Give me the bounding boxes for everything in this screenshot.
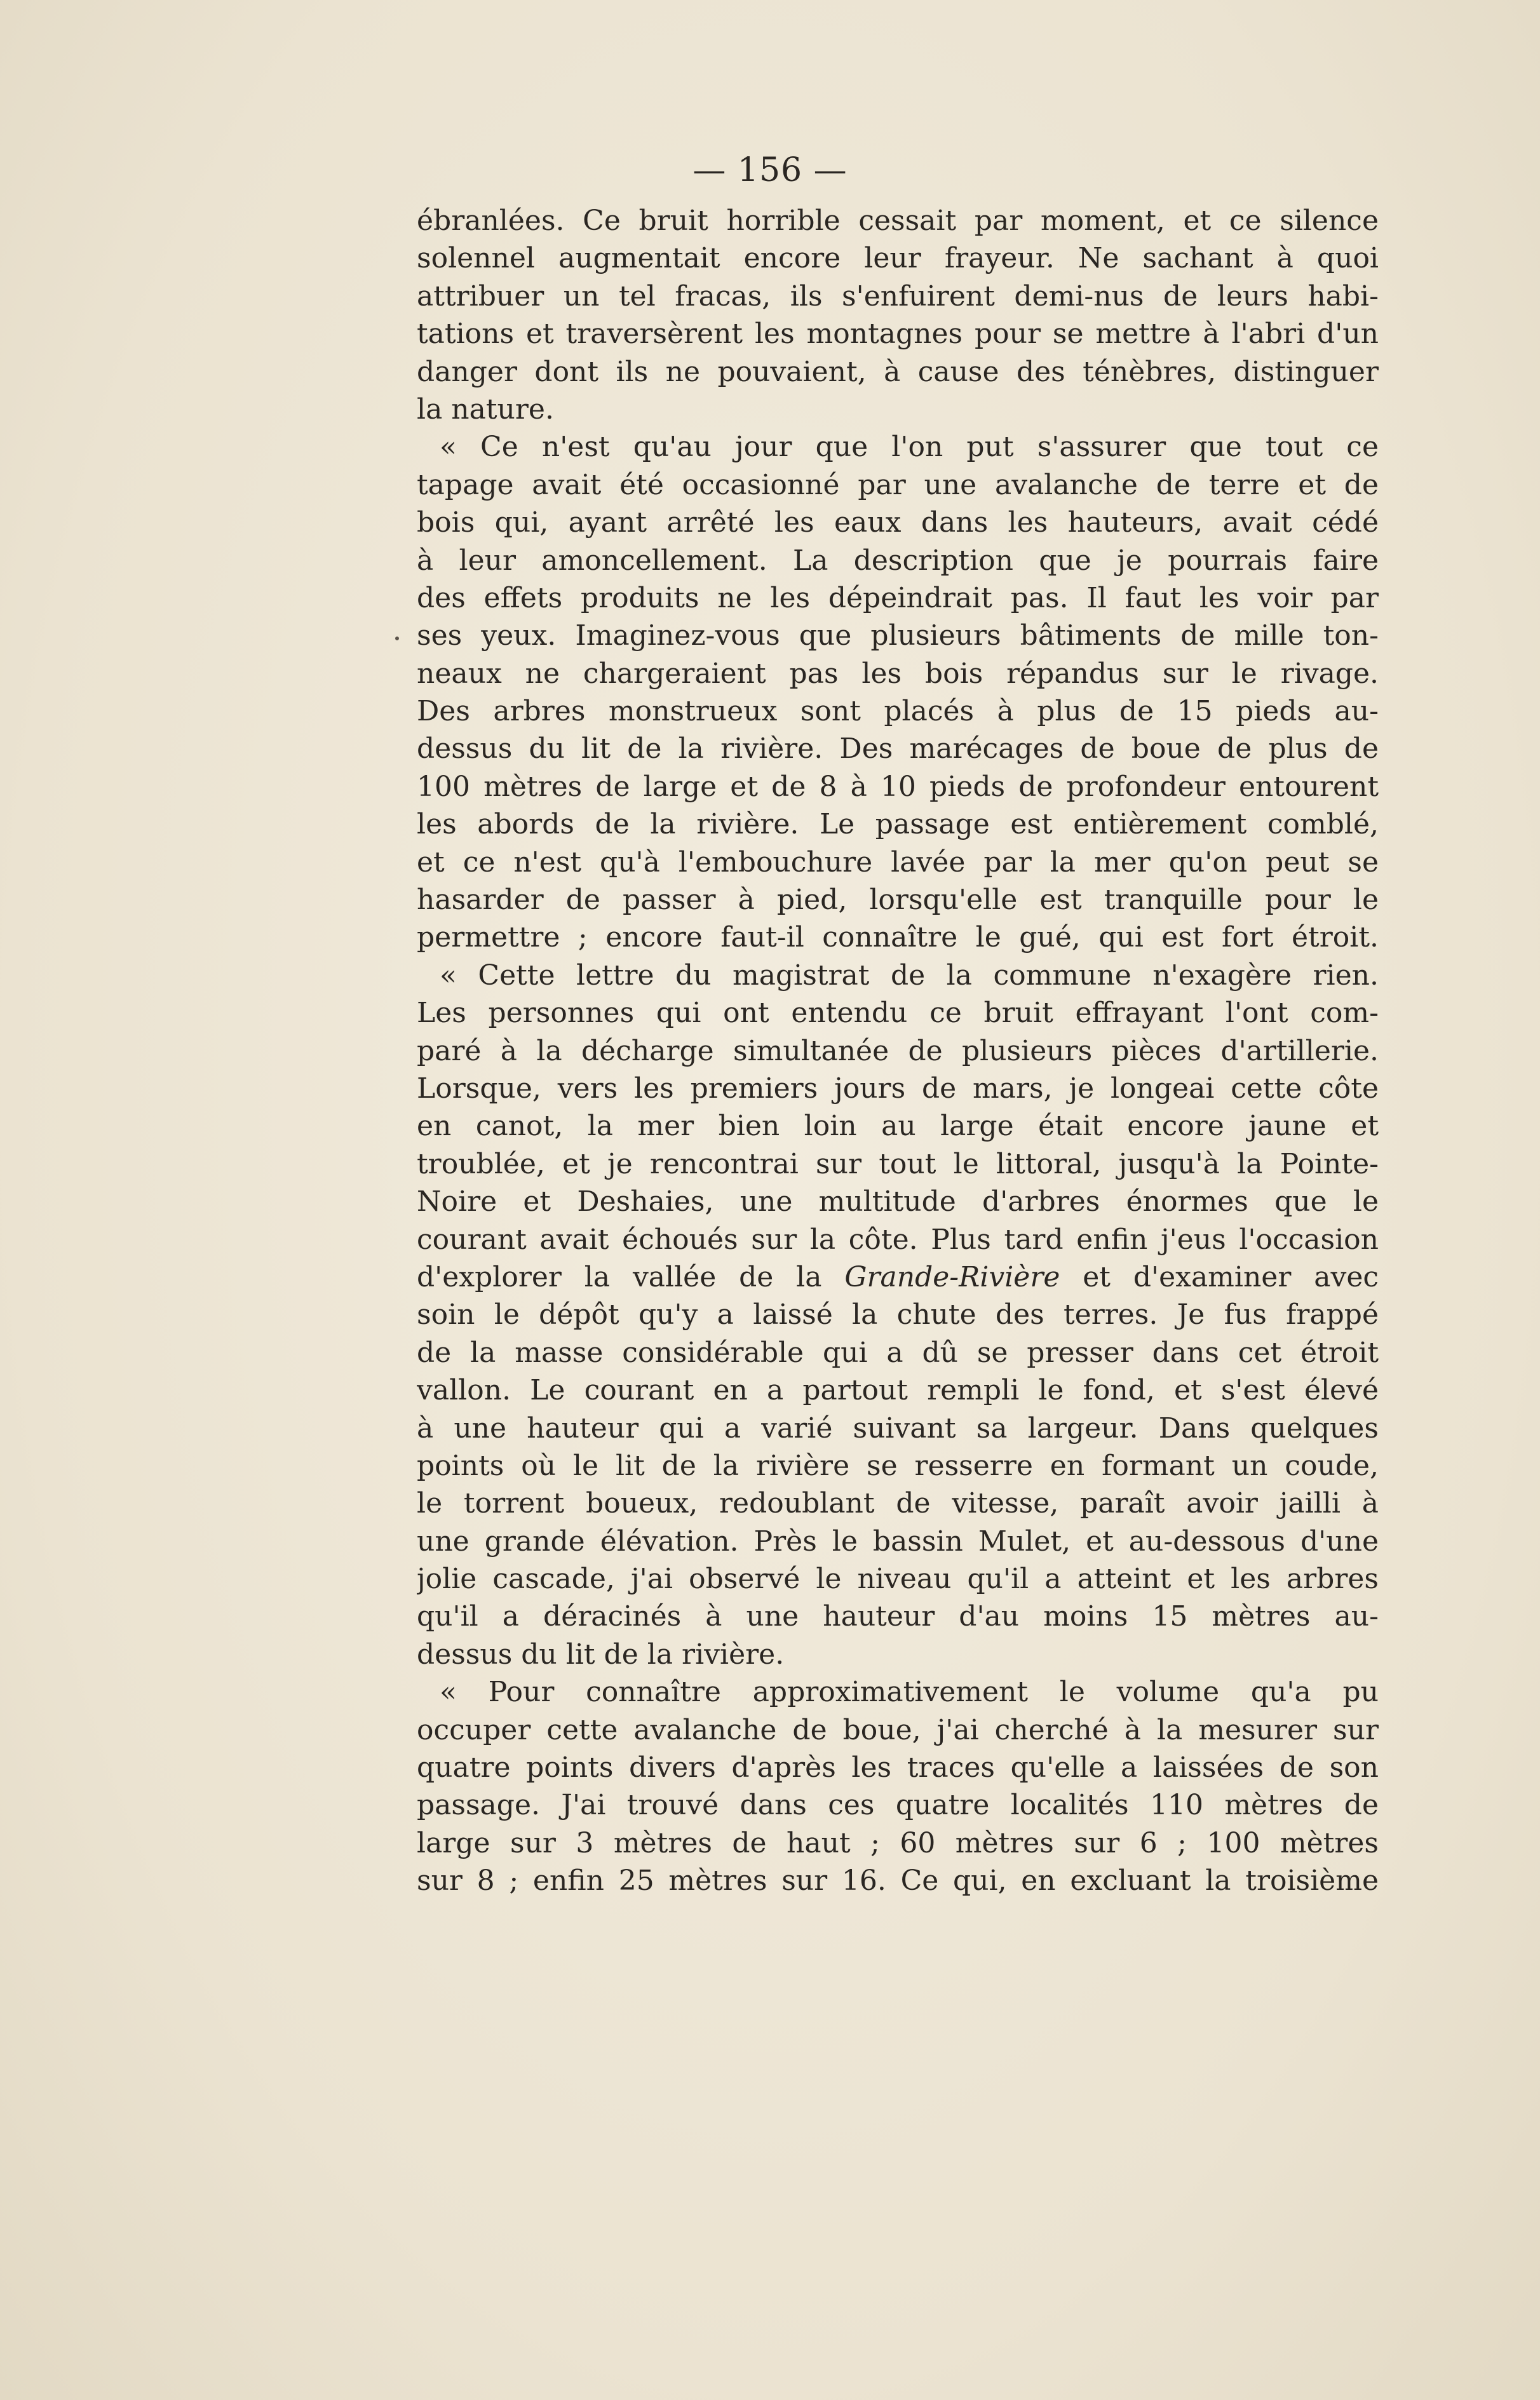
text-line: vallon. Le courant en a partout rempli le fond, et s'est élevé	[417, 1374, 1379, 1407]
text-line: « Ce n'est qu'au jour que l'on put s'assurer que tout ce	[440, 431, 1379, 464]
text-line: de la masse considérable qui a dû se presser dans cet étroit	[417, 1336, 1379, 1369]
text-line: neaux ne chargeraient pas les bois répandus sur le rivage.	[417, 657, 1379, 690]
text-line: attribuer un tel fracas, ils s'enfuirent demi-nus de leurs habi-	[417, 280, 1379, 313]
text-line: courant avait échoués sur la côte. Plus tard enfin j'eus l'occasion	[417, 1223, 1379, 1256]
text-line: quatre points divers d'après les traces qu'elle a laissées de son	[417, 1751, 1379, 1784]
text-line: ébranlées. Ce bruit horrible cessait par moment, et ce silence	[417, 205, 1379, 237]
text-line: qu'il a déracinés à une hauteur d'au moins 15 mètres au-	[417, 1600, 1379, 1633]
text-line: « Pour connaître approximativement le volume qu'a pu	[440, 1676, 1379, 1709]
text-line: en canot, la mer bien loin au large était encore jaune et	[417, 1110, 1379, 1143]
text-line: troublée, et je rencontrai sur tout le littoral, jusqu'à la Pointe-	[417, 1147, 1379, 1180]
text-line: permettre ; encore faut-il connaître le gué, qui est fort étroit.	[417, 921, 1379, 954]
text-line: 100 mètres de large et de 8 à 10 pieds de profondeur entourent	[417, 770, 1379, 803]
text-line: large sur 3 mètres de haut ; 60 mètres sur 6 ; 100 mètres	[417, 1826, 1379, 1859]
margin-mark	[395, 637, 399, 640]
text-line: Les personnes qui ont entendu ce bruit effrayant l'ont com-	[417, 997, 1379, 1030]
text-line: tapage avait été occasionné par une avalanche de terre et de	[417, 468, 1379, 501]
text-line: danger dont ils ne pouvaient, à cause des ténèbres, distinguer	[417, 355, 1379, 388]
text-line: solennel augmentait encore leur frayeur. Ne sachant à quoi	[417, 242, 1379, 275]
text-line: bois qui, ayant arrêté les eaux dans les hauteurs, avait cédé	[417, 506, 1379, 539]
text-line: d'explorer la vallée de la Grande-Rivière et d'examiner avec	[417, 1260, 1379, 1293]
text-line: jolie cascade, j'ai observé le niveau qu'il a atteint et les arbres	[417, 1563, 1379, 1596]
text-line: à une hauteur qui a varié suivant sa largeur. Dans quelques	[417, 1412, 1379, 1445]
text-line: passage. J'ai trouvé dans ces quatre localités 110 mètres de	[417, 1789, 1379, 1822]
text-line: Des arbres monstrueux sont placés à plus de 15 pieds au-	[417, 695, 1379, 728]
text-line: une grande élévation. Près le bassin Mulet, et au-dessous d'une	[417, 1525, 1379, 1558]
text-line: occuper cette avalanche de boue, j'ai cherché à la mesurer sur	[417, 1713, 1379, 1746]
text-line: le torrent boueux, redoublant de vitesse, paraît avoir jailli à	[417, 1487, 1379, 1520]
page-number: — 156 —	[692, 151, 848, 189]
text-line: dessus du lit de la rivière. Des marécages de boue de plus de	[417, 732, 1379, 765]
text-line: à leur amoncellement. La description que je pourrais faire	[417, 544, 1379, 577]
text-line: Lorsque, vers les premiers jours de mars, je longeai cette côte	[417, 1072, 1379, 1105]
text-line: points où le lit de la rivière se resserre en formant un coude,	[417, 1449, 1379, 1482]
text-line: dessus du lit de la rivière.	[417, 1638, 785, 1671]
text-line: et ce n'est qu'à l'embouchure lavée par la mer qu'on peut se	[417, 846, 1379, 879]
text-line: des effets produits ne les dépeindrait pas. Il faut les voir par	[417, 581, 1379, 614]
text-line: la nature.	[417, 393, 554, 426]
body-text	[417, 202, 1379, 1900]
text-line: « Cette lettre du magistrat de la commune n'exagère rien.	[440, 959, 1379, 992]
text-line: hasarder de passer à pied, lorsqu'elle est tranquille pour le	[417, 884, 1379, 917]
text-line: sur 8 ; enfin 25 mètres sur 16. Ce qui, en excluant la troisième	[417, 1864, 1379, 1898]
text-line: Noire et Deshaies, une multitude d'arbres énormes que le	[417, 1185, 1379, 1218]
text-line: les abords de la rivière. Le passage est entièrement comblé,	[417, 808, 1379, 841]
text-line: ses yeux. Imaginez-vous que plusieurs bâtiments de mille ton-	[417, 619, 1379, 652]
text-line: soin le dépôt qu'y a laissé la chute des terres. Je fus frappé	[417, 1298, 1379, 1331]
text-line: paré à la décharge simultanée de plusieurs pièces d'artillerie.	[417, 1034, 1379, 1067]
text-line: tations et traversèrent les montagnes pour se mettre à l'abri d'un	[417, 318, 1379, 351]
